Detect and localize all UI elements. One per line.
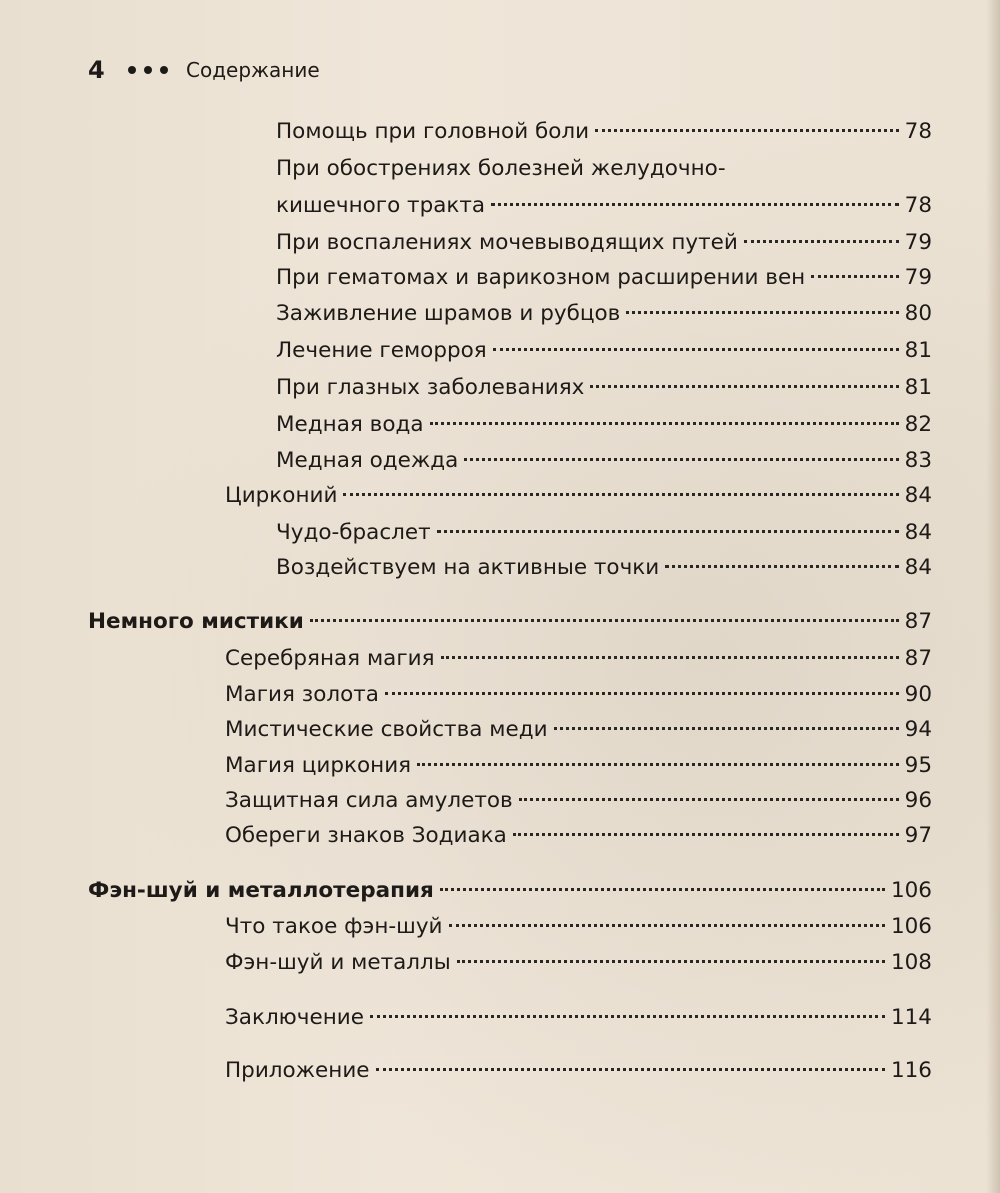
- dot-leader: [430, 422, 899, 425]
- toc-entry[interactable]: [225, 680, 932, 710]
- toc-chapter-title: Немного мистики: [88, 609, 304, 634]
- dot-leader: [376, 1068, 885, 1071]
- toc-entry-page: 82: [904, 412, 932, 437]
- toc-entry-title: Мистические свойства меди: [225, 717, 548, 742]
- page-edge-shadow: [986, 0, 1000, 1193]
- dot-leader: [595, 129, 899, 132]
- toc-entry-title: Воздействуем на активные точки: [276, 555, 660, 580]
- dot-leader: [417, 763, 899, 766]
- dot-leader: [343, 493, 898, 496]
- dot-leader: [493, 348, 899, 351]
- toc-entry-title: Серебряная магия: [225, 646, 435, 671]
- toc-entry-title: Медная вода: [276, 412, 424, 437]
- section-title: Содержание: [186, 58, 320, 82]
- toc-entry[interactable]: [276, 299, 932, 329]
- toc-entry[interactable]: [225, 786, 932, 816]
- toc-entry[interactable]: [276, 553, 932, 583]
- toc-entry-page: 116: [890, 1058, 932, 1083]
- toc-entry-title: Цирконий: [225, 483, 338, 508]
- toc-entry-title: Лечение геморроя: [276, 338, 487, 363]
- toc-entry-title: Чудо-браслет: [276, 520, 431, 545]
- toc-entry-page: 106: [890, 914, 932, 939]
- toc-entry[interactable]: [225, 821, 932, 851]
- toc-entry-page: 108: [890, 950, 932, 975]
- toc-entry-page: 95: [904, 753, 932, 778]
- toc-entry-title: Обереги знаков Зодиака: [225, 823, 507, 848]
- toc-entry[interactable]: [225, 751, 932, 781]
- toc-entry-page: 96: [904, 788, 932, 813]
- toc-chapter-title: Фэн-шуй и металлотерапия: [88, 878, 434, 903]
- toc-entry-page: 90: [904, 682, 932, 707]
- dot-leader: [437, 530, 899, 533]
- toc-entry[interactable]: [276, 228, 932, 258]
- dot-leader: [457, 960, 885, 963]
- toc-entry[interactable]: [276, 154, 932, 184]
- toc-entry[interactable]: [276, 518, 932, 548]
- toc-entry-page: 87: [904, 646, 932, 671]
- toc-entry[interactable]: [276, 263, 932, 293]
- toc-entry[interactable]: [225, 715, 932, 745]
- toc-entry-title: Помощь при головной боли: [276, 119, 590, 144]
- dot-leader: [590, 385, 898, 388]
- toc-entry-title: Магия циркония: [225, 753, 412, 778]
- ornament-dots-icon: [128, 66, 168, 74]
- dot-leader: [464, 458, 898, 461]
- toc-entry-page: 94: [904, 717, 932, 742]
- toc-entry-title: Заживление шрамов и рубцов: [276, 301, 621, 326]
- toc-entry-title: Приложение: [225, 1058, 370, 1083]
- dot-leader: [744, 240, 899, 243]
- toc-entry-page: 97: [904, 823, 932, 848]
- toc-entry-title: При воспалениях мочевыводящих путей: [276, 230, 738, 255]
- dot-leader: [665, 565, 898, 568]
- toc-entry-title: При гематомах и варикозном расширении вен: [276, 265, 806, 290]
- toc-entry-page: 106: [890, 878, 932, 903]
- toc-entry[interactable]: [225, 481, 932, 511]
- toc-entry-page: 79: [904, 265, 932, 290]
- dot-leader: [385, 692, 899, 695]
- page-number: 4: [88, 56, 105, 84]
- dot-leader: [513, 833, 899, 836]
- toc-entry-page: 114: [890, 1005, 932, 1030]
- dot-leader: [370, 1015, 885, 1018]
- toc-entry[interactable]: [276, 336, 932, 366]
- toc-entry-page: 84: [904, 520, 932, 545]
- toc-entry-page: 84: [904, 555, 932, 580]
- toc-entry-page: 81: [904, 338, 932, 363]
- toc-entry[interactable]: [225, 644, 932, 674]
- dot-leader: [554, 727, 899, 730]
- toc-entry-page: 78: [904, 119, 932, 144]
- toc-entry[interactable]: [225, 948, 932, 978]
- toc-entry-page: 87: [904, 609, 932, 634]
- toc-chapter[interactable]: [88, 876, 932, 906]
- toc-entry-page: 81: [904, 375, 932, 400]
- dot-leader: [441, 656, 899, 659]
- dot-leader: [310, 619, 899, 622]
- toc-entry[interactable]: [225, 1056, 932, 1086]
- toc-entry-page: 83: [904, 448, 932, 473]
- dot-leader: [440, 888, 885, 891]
- toc-entry[interactable]: [276, 117, 932, 147]
- toc-entry-page: 84: [904, 483, 932, 508]
- dot-leader: [449, 924, 885, 927]
- dot-leader: [491, 203, 899, 206]
- toc-entry-page: 79: [904, 230, 932, 255]
- toc-entry-page: 78: [904, 193, 932, 218]
- dot-leader: [811, 275, 898, 278]
- toc-entry-title: Медная одежда: [276, 448, 459, 473]
- toc-entry-title: кишечного тракта: [276, 193, 486, 218]
- toc-entry[interactable]: [225, 1003, 932, 1033]
- toc-entry-page: 80: [904, 301, 932, 326]
- toc-entry[interactable]: [225, 912, 932, 942]
- toc-entry-title: Заключение: [225, 1005, 364, 1030]
- toc-entry-title: Защитная сила амулетов: [225, 788, 513, 813]
- dot-leader: [519, 798, 899, 801]
- toc-entry[interactable]: [276, 373, 932, 403]
- toc-entry-title: Что такое фэн-шуй: [225, 914, 443, 939]
- dot-leader: [626, 311, 898, 314]
- toc-entry[interactable]: [276, 446, 932, 476]
- toc-entry[interactable]: [276, 410, 932, 440]
- toc-entry-title: Магия золота: [225, 682, 379, 707]
- toc-chapter[interactable]: [88, 607, 932, 637]
- toc-entry-title: При обострениях болезней желудочно-: [276, 156, 726, 181]
- toc-entry-title: Фэн-шуй и металлы: [225, 950, 451, 975]
- toc-entry[interactable]: [276, 191, 932, 221]
- running-header: [88, 56, 320, 84]
- toc-entry-title: При глазных заболеваниях: [276, 375, 585, 400]
